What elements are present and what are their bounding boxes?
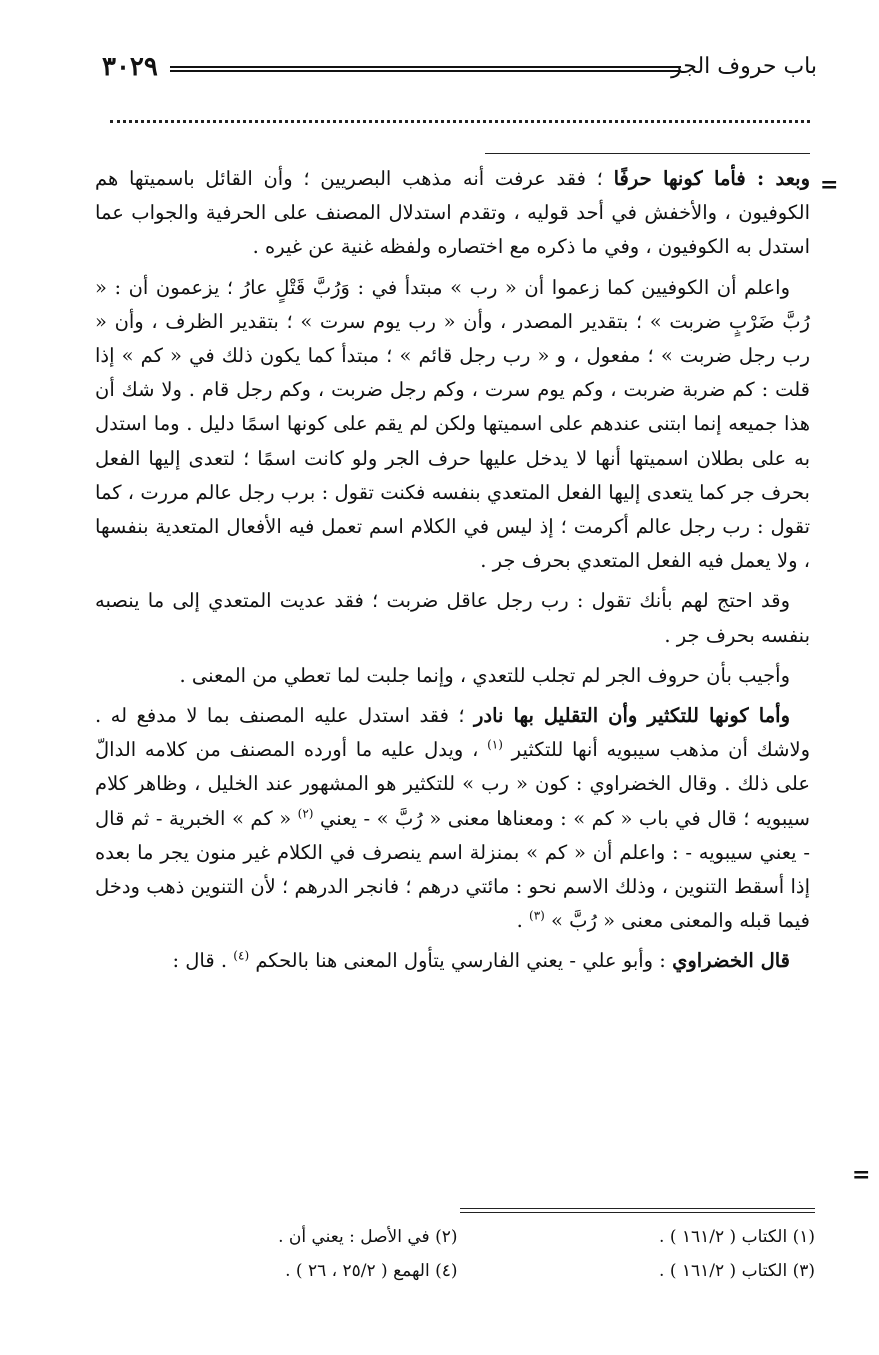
continuation-mark-top: =: [820, 172, 839, 198]
chapter-title: باب حروف الجر: [671, 54, 817, 79]
footnote-3: (٣) الكتاب ( ١٦١/٢ ) .: [659, 1261, 815, 1281]
footnote-row: [100, 1220, 815, 1254]
paragraph-1-lead: وبعد : فأما كونها حرفًا: [613, 167, 810, 190]
paragraph-2: واعلم أن الكوفيين كما زعموا أن « رب » مبتدأ في : وَرُبَّ قَتْلٍ عارُ ؛ يزعمون أن : « رُبَّ ضَرْبٍ ضربت » ؛ بتقدير المصدر ، وأن « رب يوم سرت » ؛ بتقدير الظرف ، وأن « رب رجل ضربت » ؛ مفعول ، و « رب رجل قائم » ؛ مبتدأ كما يكون ذلك في « كم » إذا قلت : كم ضربة ضربت ، وكم يوم سرت ، وكم رجل ضربت ، وكم رجل قام . ولا شك أن هذا جميعه إنما ابتنى عندهم على اسميتها ولكن لم يقم على كونها اسمًا دليل . وما استدل به على بطلان اسميتها أنها لا يدخل عليها حرف الجر ولو كانت اسمًا ؛ لتعدى إليها الفعل بحرف جر كما يتعدى إليها الفعل المتعدي بنفسه فكنت تقول : برب رجل عالم مررت ، كما تقول : رب رجل عالم أكرمت ؛ إذ ليس في الكلام اسم تعمل فيه الأفعال المتعدية بنفسها ، ولا يعمل فيه الفعل المتعدي بحرف جر .: [95, 275, 810, 573]
footnote-ref-2[interactable]: (٢): [297, 806, 314, 821]
page-number: ٣٠٢٩: [102, 52, 158, 82]
paragraph-3: وقد احتج لهم بأنك تقول : رب رجل عاقل ضربت ؛ فقد عديت المتعدي إلى ما ينصبه بنفسه بحرف جر .: [95, 589, 810, 647]
paragraph-4: وأجيب بأن حروف الجر لم تجلب للتعدي ، وإنما جلبت لما تعطي من المعنى .: [179, 663, 790, 687]
paragraph-6: [95, 944, 810, 978]
footnotes: [100, 1220, 815, 1288]
footnote-ref-4[interactable]: (٤): [233, 948, 250, 963]
paragraph-1-text: ؛ فقد عرفت أنه مذهب البصريين ؛ وأن القائل باسميتها هم الكوفيون ، والأخفش في أحد قوليه ، وتقدم استدلال المصنف على الحرفية والجواب عما استدل به الكوفيون ، وفي ما ذكره مع اختصاره ولفظه غنية عن غيره .: [95, 167, 810, 259]
footnote-2: (٢) في الأصل : يعني أن .: [278, 1227, 458, 1247]
paragraph-6-text-a: : وأبو علي - يعني الفارسي يتأول المعنى هنا بالحكم: [249, 949, 673, 973]
footnote-ref-1[interactable]: (١): [487, 737, 503, 752]
main-text: [95, 162, 810, 985]
header-rule: [170, 66, 681, 72]
paragraph-5-text-a: ؛ فقد استدل عليه المصنف بما لا مدفع له . ولاشك أن مذهب سيبويه أنها للتكثير: [95, 704, 810, 762]
footnote-row: [100, 1254, 815, 1288]
continuation-mark-bottom: =: [852, 1162, 871, 1188]
section-rule: [485, 153, 810, 154]
paragraph-5-text-b: ، ويدل عليه ما أورده المصنف من كلامه الدالّ على ذلك . وقال الخضراوي : كون « رب » للتكثير هو المشهور عند الخليل ، وظاهر كلام سيبويه ؛ قال في باب « كم » : ومعناها معنى « رُبَّ » - يعني: [95, 738, 810, 830]
footnote-ref-3[interactable]: (٣): [529, 908, 545, 923]
dotted-separator: [110, 120, 810, 123]
footnote-1: (١) الكتاب ( ١٦١/٢ ) .: [659, 1227, 815, 1247]
paragraph-5-lead: وأما كونها للتكثير وأن التقليل بها نادر: [474, 704, 790, 728]
paragraph-5: [95, 699, 810, 938]
paragraph-5-text-c: « كم » الخبرية - ثم قال - يعني سيبويه - : واعلم أن « كم » بمنزلة اسم ينصرف في الكلام غير منون يجر ما بعده إذا أسقط التنوين ، وذلك الاسم نحو : مائتي درهم ؛ فانجر الدرهم ؛ لأن التنوين ذهب ودخل فيما قبله والمعنى معنى « رُبَّ »: [95, 806, 810, 933]
footnote-4: (٤) الهمع ( ٢٥/٢ ، ٢٦ ) .: [285, 1261, 458, 1281]
paragraph-1: [95, 162, 810, 265]
paragraph-6-text-b: . قال :: [172, 949, 234, 973]
footnote-rule: [460, 1208, 815, 1213]
paragraph-6-lead: قال الخضراوي: [672, 949, 790, 973]
paragraph-5-text-d: .: [516, 909, 530, 933]
